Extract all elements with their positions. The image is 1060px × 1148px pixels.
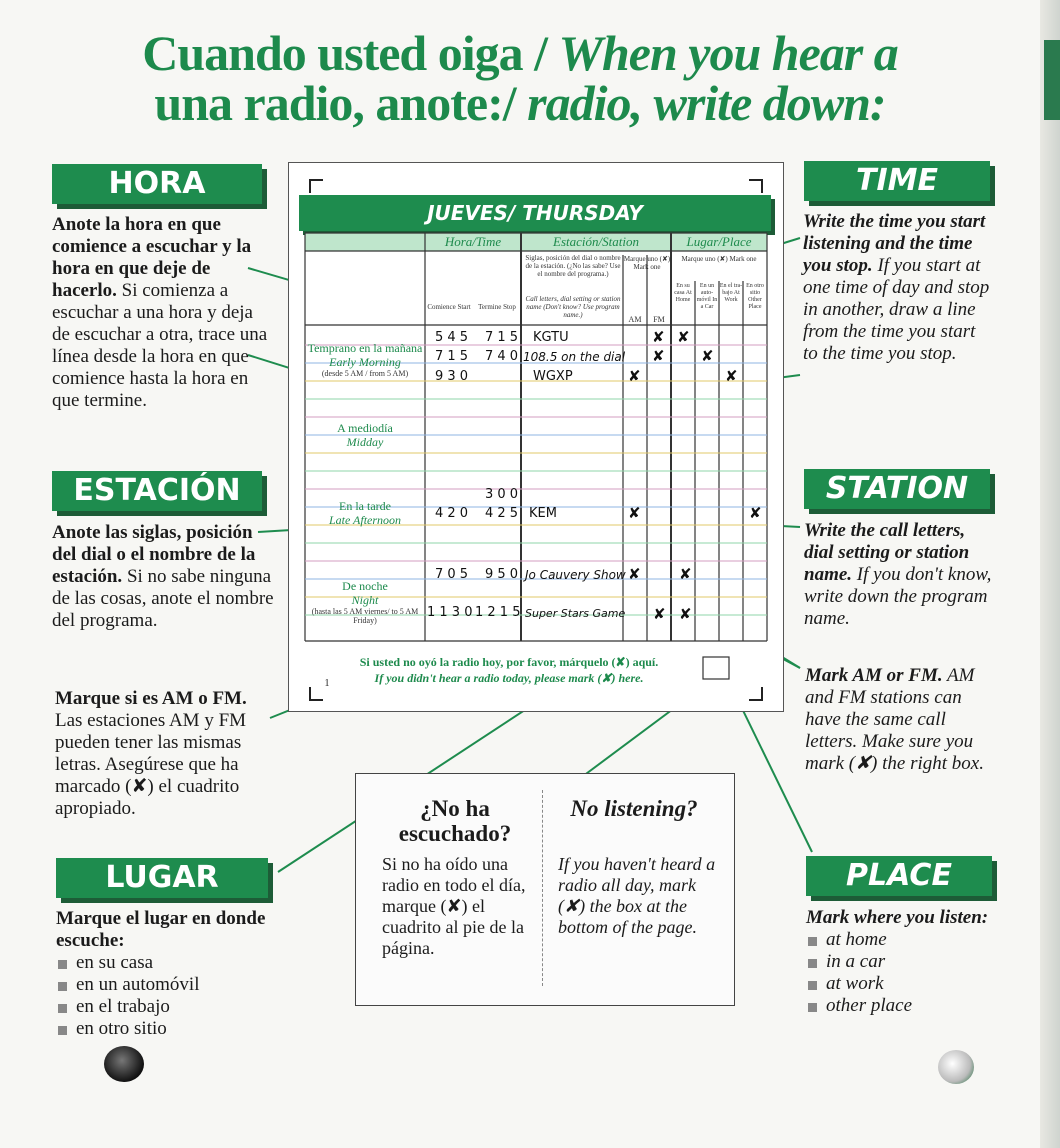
mark-x: ✘ — [677, 328, 690, 346]
mark-one-place: Marque uno (✘) Mark one — [681, 255, 757, 263]
no-box-es-title: ¿No ha escuchado? — [398, 796, 512, 846]
station-note-en: Call letters, dial setting or station name (Don't know? Use program name.) — [525, 295, 621, 319]
place-home-label: En su casa At Home — [674, 283, 692, 303]
estacion-body: Si no sabe ninguna de las cosas, anote el nombre del programa. — [52, 566, 274, 631]
period-note: (desde 5 AM / from 5 AM) — [321, 369, 409, 378]
place-heading: PLACE — [806, 856, 992, 896]
diary-footer-en: If you didn't hear a radio today, please mark (✘) here. — [374, 671, 644, 685]
no-box-en-title: No listening? — [570, 796, 698, 821]
entry-start: 1 1 3 0 — [427, 605, 473, 620]
hora-bold: Anote la hora en que comience a escuchar y la hora en que deje de hacerlo. — [52, 214, 252, 301]
entry-stop: 7 1 5 — [485, 330, 519, 345]
entry-station: 108.5 on the dial — [523, 350, 626, 364]
period-en: Early Morning — [329, 355, 401, 369]
start-label: Comience Start — [427, 303, 471, 311]
station-text — [804, 520, 994, 630]
title-line1-en: When you hear a — [558, 25, 898, 81]
page-edge — [1040, 0, 1060, 1148]
entry-stop: 3 0 0 — [485, 487, 519, 502]
title-line2-en: radio, write down: — [527, 75, 886, 131]
place-bold: Mark where you listen: — [806, 907, 989, 928]
mark-x: ✘ — [725, 367, 738, 385]
estacion-bold: Anote las siglas, posición del dial o el nombre de la estación. — [52, 522, 256, 587]
entry-station: KEM — [529, 506, 557, 521]
place-other-label: En otro sitio Other Place — [746, 283, 764, 310]
marque-bold: Marque si es AM o FM. — [55, 688, 247, 709]
period-es: De noche — [342, 579, 388, 593]
diary-page — [288, 162, 784, 712]
entry-station: WGXP — [533, 369, 573, 384]
period-en: Late Afternoon — [328, 513, 402, 527]
list-item: en otro sitio — [56, 1018, 278, 1040]
box-divider — [542, 790, 543, 986]
mark-x: ✘ — [652, 328, 665, 346]
col-station-label: Estación/Station — [553, 234, 639, 249]
mark-x: ✘ — [679, 565, 692, 583]
period-midday — [307, 421, 423, 449]
title-line1-es: Cuando usted oiga / — [142, 25, 547, 81]
fm-label: FM — [653, 315, 665, 324]
list-item: en un automóvil — [56, 974, 278, 996]
mark-x: ✘ — [749, 504, 762, 522]
hora-text — [52, 214, 272, 412]
marque-body: Las estaciones AM y FM pueden tener las mismas letras. Asegúrese que ha marcado (✘) el cuadrito apropiado. — [55, 710, 247, 819]
entry-start: 7 0 5 — [435, 567, 469, 582]
mark-text — [805, 665, 995, 775]
place-text — [806, 907, 996, 1017]
diary-footer-es: Si usted no oyó la radio hoy, por favor, márquelo (✘) aquí. — [359, 655, 659, 669]
lugar-list — [56, 952, 278, 1040]
entry-stop: 4 2 5 — [485, 506, 519, 521]
entry-stop: 9 5 0 — [485, 567, 519, 582]
entry-station: KGTU — [533, 330, 569, 345]
no-box-es-body: Si no ha oído una radio en todo el día, marque (✘) el cuadrito al pie de la página. — [382, 854, 526, 958]
binder-hole-right — [938, 1050, 974, 1084]
mark-x: ✘ — [628, 565, 641, 583]
am-label: AM — [628, 315, 642, 324]
estacion-text — [52, 522, 277, 632]
lugar-heading: LUGAR — [56, 858, 268, 898]
no-listening-box — [355, 773, 735, 1006]
station-heading: STATION — [804, 469, 990, 509]
mark-x: ✘ — [701, 347, 714, 365]
estacion-heading: ESTACIÓN — [52, 471, 262, 511]
mark-body: AM and FM stations can have the same call letters. Make sure you mark (✘) the right box. — [805, 665, 984, 774]
time-text — [803, 211, 993, 365]
entry-start: 5 4 5 — [435, 330, 469, 345]
entry-start: 7 1 5 — [435, 349, 469, 364]
period-note: (hasta las 5 AM viernes/ to 5 AM Friday) — [311, 607, 419, 625]
diary-day-header: JUEVES/ THURSDAY — [299, 195, 771, 231]
list-item: at work — [806, 973, 996, 995]
mark-x: ✘ — [679, 605, 692, 623]
station-body: If you don't know, write down the program name. — [804, 564, 992, 629]
period-early-morning — [307, 341, 423, 378]
time-body: If you start at one time of day and stop in another, draw a line from the time you start to the time you stop. — [803, 255, 990, 364]
col-time-label: Hora/Time — [444, 234, 502, 249]
station-note: Siglas, posición del dial o nombre de la estación. (¿No las sabe? Use el nombre del programa.) — [525, 254, 621, 278]
period-en: Night — [351, 593, 379, 607]
hora-heading: HORA — [52, 164, 262, 204]
list-item: en el trabajo — [56, 996, 278, 1018]
period-late-afternoon — [307, 499, 423, 527]
mark-bold: Mark AM or FM. — [805, 665, 943, 686]
place-car-label: En un auto-móvil In a Car — [696, 283, 718, 310]
binder-hole-left — [104, 1046, 144, 1082]
entry-start: 9 3 0 — [435, 369, 469, 384]
station-bold: Write the call letters, dial setting or station name. — [804, 520, 970, 585]
mark-x: ✘ — [628, 504, 641, 522]
lugar-bold: Marque el lugar en donde escuche: — [56, 908, 266, 951]
time-bold: Write the time you start listening and the time you stop. — [803, 211, 986, 276]
list-item: in a car — [806, 951, 996, 973]
entry-stop: 1 2 1 5 — [475, 605, 521, 620]
place-list — [806, 929, 996, 1017]
period-es: En la tarde — [339, 499, 391, 513]
time-heading: TIME — [804, 161, 990, 201]
period-en: Midday — [346, 435, 384, 449]
entry-start: 4 2 0 — [435, 506, 469, 521]
entry-stop: 7 4 0 — [485, 349, 519, 364]
no-box-en-body: If you haven't heard a radio all day, mark (✘) the box at the bottom of the page. — [558, 854, 716, 937]
list-item: en su casa — [56, 952, 278, 974]
entry-station: Super Stars Game — [525, 607, 626, 620]
entry-station: Jo Cauvery Show — [525, 568, 626, 582]
place-work-label: En el tra-bajo At Work — [719, 283, 743, 303]
page-edge-tab — [1044, 40, 1060, 120]
list-item: other place — [806, 995, 996, 1017]
lugar-text — [56, 908, 278, 1040]
mark-one-label: Marque uno (✘) Mark one — [623, 255, 671, 271]
hora-body: Si comienza a escuchar a una hora y deja de escuchar a otra, trace una línea desde la hora en que comience hasta la hora en que termine. — [52, 280, 268, 411]
marque-text — [55, 688, 277, 820]
mark-x: ✘ — [653, 605, 666, 623]
period-es: Temprano en la mañana — [307, 341, 423, 355]
mark-x: ✘ — [628, 367, 641, 385]
period-night — [307, 579, 423, 625]
period-es: A mediodía — [337, 421, 393, 435]
list-item: at home — [806, 929, 996, 951]
col-place-label: Lugar/Place — [686, 234, 752, 249]
mark-x: ✘ — [652, 347, 665, 365]
diary-page-number: 1 — [324, 678, 330, 689]
title-line2-es: una radio, anote:/ — [154, 75, 516, 131]
stop-label: Termine Stop — [478, 303, 516, 311]
